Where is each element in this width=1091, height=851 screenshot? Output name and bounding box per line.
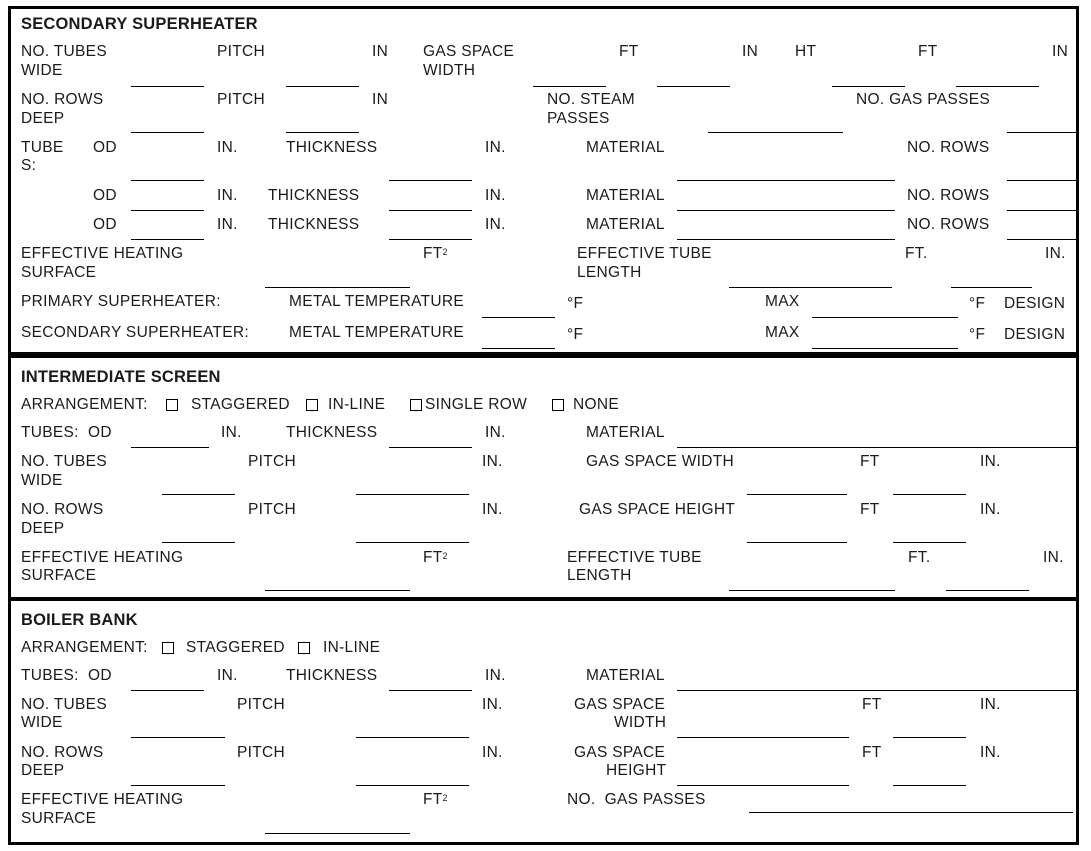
label-in-line: IN-LINE [328, 396, 386, 413]
label-max: MAX [765, 324, 800, 341]
label-gas-space: GAS SPACE [574, 696, 666, 713]
field-gas-height-ft[interactable] [747, 542, 847, 543]
label-gas-space: GAS SPACE [423, 43, 515, 60]
label-in-dot: IN. [1043, 549, 1064, 566]
label-pitch: PITCH [217, 91, 265, 108]
label-in-dot: IN. [485, 667, 506, 684]
label-length: LENGTH [567, 567, 632, 584]
label-in-dot: IN. [217, 187, 238, 204]
section-title: SECONDARY SUPERHEATER [21, 15, 258, 33]
field-pitch-2[interactable] [356, 785, 469, 786]
label-in-dot: IN. [482, 501, 503, 518]
label-pitch: PITCH [237, 696, 285, 713]
field-pitch-2[interactable] [356, 542, 469, 543]
label-deg-f: °F [567, 295, 584, 312]
field-thickness[interactable] [389, 690, 472, 691]
label-pitch: PITCH [248, 501, 296, 518]
label-in-dot: IN. [221, 424, 242, 441]
label-material: MATERIAL [586, 187, 665, 204]
label-in-line: IN-LINE [323, 639, 381, 656]
label-effective-heating: EFFECTIVE HEATING [21, 791, 184, 808]
label-thickness: THICKNESS [286, 139, 378, 156]
label-design: DESIGN [1004, 295, 1066, 312]
label-in: IN [372, 43, 389, 60]
label-ft: FT [619, 43, 639, 60]
label-pitch: PITCH [248, 453, 296, 470]
field-material-2[interactable] [677, 210, 895, 211]
label-no-tubes: NO. TUBES [21, 453, 107, 470]
label-effective-heating: EFFECTIVE HEATING [21, 245, 184, 262]
field-tube-length-in[interactable] [946, 590, 1029, 591]
field-od[interactable] [131, 690, 204, 691]
label-width: WIDTH [423, 62, 476, 79]
field-gas-height-in[interactable] [893, 542, 966, 543]
field-effective-heating-surface[interactable] [265, 833, 410, 834]
label-in-dot: IN. [1045, 245, 1066, 262]
label-in-dot: IN. [485, 187, 506, 204]
label-in: IN [372, 91, 389, 108]
label-no-tubes: NO. TUBES [21, 696, 107, 713]
label-gas-space-height: GAS SPACE HEIGHT [579, 501, 736, 518]
label-ft: FT [860, 453, 880, 470]
label-deep: DEEP [21, 762, 65, 779]
label-max: MAX [765, 293, 800, 310]
label-effective-tube: EFFECTIVE TUBE [577, 245, 712, 262]
label-s: S: [21, 157, 37, 174]
label-no-rows: NO. ROWS [21, 91, 104, 108]
label-in-dot: IN. [217, 139, 238, 156]
field-no-rows-deep[interactable] [162, 542, 235, 543]
field-gas-width-ft[interactable] [533, 86, 606, 87]
field-secondary-metal-temp[interactable] [482, 348, 555, 349]
field-no-gas-passes[interactable] [749, 812, 1073, 813]
field-no-rows-deep[interactable] [131, 785, 225, 786]
label-in-dot: IN. [482, 453, 503, 470]
field-secondary-max[interactable] [812, 348, 958, 349]
field-tube-length-ft[interactable] [729, 590, 895, 591]
field-thickness-1[interactable] [389, 180, 472, 181]
label-metal-temperature: METAL TEMPERATURE [289, 293, 465, 310]
field-pitch[interactable] [356, 494, 469, 495]
label-surface: SURFACE [21, 264, 97, 281]
label-material: MATERIAL [586, 424, 665, 441]
label-ft2: $FT^2$ [423, 549, 448, 566]
label-in-dot: IN. [482, 744, 503, 761]
label-design: DESIGN [1004, 326, 1066, 343]
checkbox-single-row[interactable] [410, 399, 422, 411]
checkbox-staggered[interactable] [162, 642, 174, 654]
label-effective-heating: EFFECTIVE HEATING [21, 549, 184, 566]
checkbox-in-line[interactable] [306, 399, 318, 411]
field-gas-height-in[interactable] [893, 785, 966, 786]
label-width: WIDTH [614, 714, 667, 731]
label-thickness: THICKNESS [268, 216, 360, 233]
label-staggered: STAGGERED [191, 396, 290, 413]
label-ht: HT [795, 43, 817, 60]
field-no-rows-1[interactable] [1007, 180, 1079, 181]
field-no-steam-passes[interactable] [708, 132, 843, 133]
field-tube-length-in[interactable] [951, 287, 1032, 288]
field-thickness-3[interactable] [389, 239, 472, 240]
label-gas-space-width: GAS SPACE WIDTH [586, 453, 735, 470]
field-tube-length-ft[interactable] [729, 287, 892, 288]
label-in-dot: IN. [482, 696, 503, 713]
field-ht-in[interactable] [956, 86, 1039, 87]
label-no-tubes: NO. TUBES [21, 43, 107, 60]
label-od: OD [93, 187, 117, 204]
label-arrangement: ARRANGEMENT: [21, 639, 148, 656]
label-primary-superheater: PRIMARY SUPERHEATER: [21, 293, 221, 310]
label-ft2: $FT^2$ [423, 245, 448, 262]
checkbox-none[interactable] [552, 399, 564, 411]
label-staggered: STAGGERED [186, 639, 285, 656]
field-effective-heating-surface[interactable] [265, 287, 410, 288]
field-od-2[interactable] [131, 210, 204, 211]
field-effective-heating-surface[interactable] [265, 590, 410, 591]
field-gas-height-ft[interactable] [677, 785, 849, 786]
field-no-tubes-wide[interactable] [131, 737, 225, 738]
label-tube: TUBE [21, 139, 64, 156]
field-no-tubes-wide[interactable] [162, 494, 235, 495]
label-tubes-od: TUBES: OD [21, 424, 112, 441]
label-ft: FT [860, 501, 880, 518]
label-in-dot: IN. [485, 424, 506, 441]
label-no-gas-passes: NO. GAS PASSES [567, 791, 706, 808]
field-no-gas-passes[interactable] [1007, 132, 1079, 133]
label-material: MATERIAL [586, 139, 665, 156]
label-ft-dot: FT. [908, 549, 931, 566]
label-surface: SURFACE [21, 810, 97, 827]
label-od: OD [93, 216, 117, 233]
field-gas-width-ft[interactable] [677, 737, 849, 738]
label-gas-space: GAS SPACE [574, 744, 666, 761]
checkbox-staggered[interactable] [166, 399, 178, 411]
field-gas-width-in[interactable] [893, 737, 966, 738]
label-no-rows: NO. ROWS [907, 216, 990, 233]
field-gas-width-in[interactable] [893, 494, 966, 495]
label-thickness: THICKNESS [268, 187, 360, 204]
label-in-dot: IN. [485, 216, 506, 233]
label-effective-tube: EFFECTIVE TUBE [567, 549, 702, 566]
section-title: INTERMEDIATE SCREEN [21, 368, 221, 386]
label-wide: WIDE [21, 714, 63, 731]
label-arrangement: ARRANGEMENT: [21, 396, 148, 413]
label-deg-f: °F [567, 326, 584, 343]
field-od-1[interactable] [131, 180, 204, 181]
label-passes: PASSES [547, 110, 610, 127]
label-no-rows: NO. ROWS [21, 744, 104, 761]
field-thickness[interactable] [389, 447, 472, 448]
label-wide: WIDE [21, 62, 63, 79]
label-in-dot: IN. [980, 501, 1001, 518]
field-pitch[interactable] [286, 86, 359, 87]
label-thickness: THICKNESS [286, 667, 378, 684]
label-no-rows: NO. ROWS [907, 187, 990, 204]
label-ft: FT [862, 744, 882, 761]
label-thickness: THICKNESS [286, 424, 378, 441]
label-deep: DEEP [21, 520, 65, 537]
field-ht-ft[interactable] [832, 86, 905, 87]
label-in: IN [1052, 43, 1069, 60]
field-material[interactable] [677, 447, 1079, 448]
label-in-dot: IN. [980, 744, 1001, 761]
label-in-dot: IN. [980, 696, 1001, 713]
field-primary-metal-temp[interactable] [482, 317, 555, 318]
label-in-dot: IN. [980, 453, 1001, 470]
label-deg-f: °F [969, 295, 986, 312]
label-tubes-od: TUBES: OD [21, 667, 112, 684]
label-height: HEIGHT [606, 762, 667, 779]
label-in-dot: IN. [217, 667, 238, 684]
label-pitch: PITCH [217, 43, 265, 60]
field-no-tubes-wide[interactable] [131, 86, 204, 87]
field-gas-width-in[interactable] [657, 86, 730, 87]
label-no-rows: NO. ROWS [907, 139, 990, 156]
field-gas-width-ft[interactable] [747, 494, 847, 495]
label-material: MATERIAL [586, 216, 665, 233]
label-no-steam: NO. STEAM [547, 91, 635, 108]
field-no-rows-2[interactable] [1007, 210, 1079, 211]
checkbox-in-line[interactable] [298, 642, 310, 654]
label-in: IN [742, 43, 759, 60]
label-in-dot: IN. [217, 216, 238, 233]
label-in-dot: IN. [485, 139, 506, 156]
label-ft: FT [918, 43, 938, 60]
label-none: NONE [573, 396, 619, 413]
field-no-rows-deep[interactable] [131, 132, 204, 133]
label-length: LENGTH [577, 264, 642, 281]
field-od-3[interactable] [131, 239, 204, 240]
field-material[interactable] [677, 690, 1079, 691]
label-deep: DEEP [21, 110, 65, 127]
label-surface: SURFACE [21, 567, 97, 584]
field-pitch-2[interactable] [286, 132, 359, 133]
label-ft2: $FT^2$ [423, 791, 448, 808]
section-title: BOILER BANK [21, 611, 138, 629]
label-metal-temperature: METAL TEMPERATURE [289, 324, 465, 341]
label-ft-dot: FT. [905, 245, 928, 262]
label-no-gas-passes: NO. GAS PASSES [856, 91, 990, 108]
label-pitch: PITCH [237, 744, 285, 761]
label-material: MATERIAL [586, 667, 665, 684]
field-no-rows-3[interactable] [1007, 239, 1079, 240]
label-ft: FT [862, 696, 882, 713]
field-od[interactable] [131, 447, 209, 448]
field-primary-max[interactable] [812, 317, 958, 318]
label-deg-f: °F [969, 326, 986, 343]
field-material-3[interactable] [677, 239, 895, 240]
field-thickness-2[interactable] [389, 210, 472, 211]
field-material-1[interactable] [677, 180, 895, 181]
label-od: OD [93, 139, 117, 156]
label-secondary-superheater: SECONDARY SUPERHEATER: [21, 324, 249, 341]
field-pitch[interactable] [356, 737, 469, 738]
label-wide: WIDE [21, 472, 63, 489]
label-single-row: SINGLE ROW [425, 396, 528, 413]
label-no-rows: NO. ROWS [21, 501, 104, 518]
